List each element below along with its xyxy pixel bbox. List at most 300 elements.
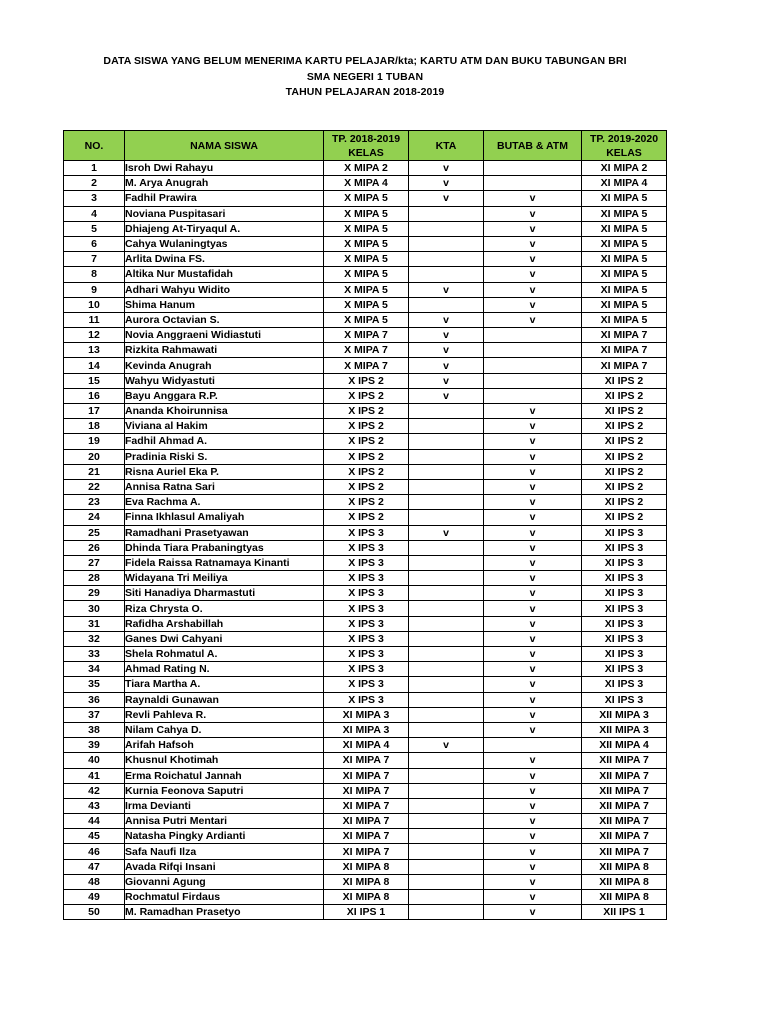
- cell-name: Revli Pahleva R.: [125, 707, 324, 722]
- cell-butab: v: [484, 191, 582, 206]
- cell-kta: [409, 540, 484, 555]
- cell-no: 15: [64, 373, 125, 388]
- cell-kta: [409, 722, 484, 737]
- cell-class-next: XII IPS 1: [582, 905, 667, 920]
- cell-class-prev: X MIPA 5: [324, 267, 409, 282]
- cell-class-prev: XI MIPA 4: [324, 738, 409, 753]
- cell-class-prev: X IPS 2: [324, 388, 409, 403]
- cell-class-prev: X IPS 2: [324, 510, 409, 525]
- cell-name: Natasha Pingky Ardianti: [125, 829, 324, 844]
- table-row: [64, 419, 667, 434]
- cell-name: Ganes Dwi Cahyani: [125, 631, 324, 646]
- cell-class-next: XI MIPA 7: [582, 358, 667, 373]
- cell-class-next: XI IPS 2: [582, 404, 667, 419]
- cell-class-next: XI MIPA 7: [582, 343, 667, 358]
- cell-kta: [409, 662, 484, 677]
- cell-class-next: XI IPS 2: [582, 495, 667, 510]
- cell-butab: [484, 328, 582, 343]
- table-row: [64, 631, 667, 646]
- cell-name: Fadhil Ahmad A.: [125, 434, 324, 449]
- table-row: [64, 328, 667, 343]
- cell-name: Viviana al Hakim: [125, 419, 324, 434]
- cell-class-prev: XI MIPA 7: [324, 783, 409, 798]
- header-class-prev-label: KELAS: [348, 146, 384, 159]
- cell-class-next: XI IPS 2: [582, 464, 667, 479]
- table-row: [64, 586, 667, 601]
- cell-butab: v: [484, 495, 582, 510]
- cell-butab: v: [484, 419, 582, 434]
- cell-kta: [409, 890, 484, 905]
- cell-class-prev: XI MIPA 8: [324, 874, 409, 889]
- cell-kta: [409, 601, 484, 616]
- table-row: [64, 525, 667, 540]
- cell-butab: v: [484, 221, 582, 236]
- cell-class-next: XII MIPA 8: [582, 890, 667, 905]
- cell-class-prev: XI MIPA 7: [324, 753, 409, 768]
- cell-butab: [484, 738, 582, 753]
- cell-kta: [409, 905, 484, 920]
- cell-class-next: XI IPS 3: [582, 616, 667, 631]
- cell-butab: [484, 161, 582, 176]
- cell-name: Khusnul Khotimah: [125, 753, 324, 768]
- cell-kta: [409, 844, 484, 859]
- cell-kta: [409, 677, 484, 692]
- cell-no: 1: [64, 161, 125, 176]
- cell-butab: v: [484, 571, 582, 586]
- table-row: [64, 601, 667, 616]
- cell-no: 41: [64, 768, 125, 783]
- cell-kta: [409, 555, 484, 570]
- cell-butab: v: [484, 783, 582, 798]
- cell-class-next: XII MIPA 7: [582, 783, 667, 798]
- cell-butab: v: [484, 905, 582, 920]
- cell-name: Finna Ikhlasul Amaliyah: [125, 510, 324, 525]
- cell-kta: [409, 252, 484, 267]
- cell-class-prev: X MIPA 7: [324, 358, 409, 373]
- cell-no: 2: [64, 176, 125, 191]
- cell-no: 28: [64, 571, 125, 586]
- header-class-next-label: KELAS: [606, 146, 642, 159]
- header-name: NAMA SISWA: [125, 131, 324, 161]
- cell-class-next: XI IPS 2: [582, 373, 667, 388]
- table-row: [64, 434, 667, 449]
- cell-kta: v: [409, 328, 484, 343]
- cell-class-next: XII MIPA 8: [582, 874, 667, 889]
- cell-class-prev: XI MIPA 7: [324, 844, 409, 859]
- table-row: [64, 236, 667, 251]
- cell-class-prev: X MIPA 5: [324, 206, 409, 221]
- cell-butab: v: [484, 540, 582, 555]
- cell-class-prev: XI MIPA 7: [324, 798, 409, 813]
- cell-butab: v: [484, 753, 582, 768]
- cell-class-next: XI MIPA 5: [582, 221, 667, 236]
- table-row: [64, 874, 667, 889]
- cell-no: 11: [64, 312, 125, 327]
- cell-class-next: XI MIPA 5: [582, 252, 667, 267]
- cell-class-prev: X IPS 2: [324, 449, 409, 464]
- table-row: [64, 252, 667, 267]
- cell-class-next: XI IPS 3: [582, 677, 667, 692]
- cell-name: Giovanni Agung: [125, 874, 324, 889]
- table-row: [64, 221, 667, 236]
- cell-name: Wahyu Widyastuti: [125, 373, 324, 388]
- cell-no: 45: [64, 829, 125, 844]
- cell-butab: v: [484, 844, 582, 859]
- cell-kta: [409, 479, 484, 494]
- cell-class-prev: X IPS 3: [324, 616, 409, 631]
- cell-kta: [409, 221, 484, 236]
- cell-class-prev: X IPS 3: [324, 631, 409, 646]
- cell-no: 21: [64, 464, 125, 479]
- cell-no: 46: [64, 844, 125, 859]
- cell-kta: v: [409, 358, 484, 373]
- cell-class-next: XI IPS 2: [582, 479, 667, 494]
- table-body: [64, 161, 667, 920]
- table-row: [64, 859, 667, 874]
- cell-kta: [409, 404, 484, 419]
- table-row: [64, 161, 667, 176]
- cell-class-next: XII MIPA 7: [582, 753, 667, 768]
- table-row: [64, 388, 667, 403]
- cell-class-prev: X MIPA 5: [324, 312, 409, 327]
- cell-name: Cahya Wulaningtyas: [125, 236, 324, 251]
- cell-no: 33: [64, 647, 125, 662]
- cell-kta: [409, 206, 484, 221]
- cell-no: 23: [64, 495, 125, 510]
- cell-kta: v: [409, 191, 484, 206]
- cell-kta: v: [409, 176, 484, 191]
- cell-class-next: XI MIPA 7: [582, 328, 667, 343]
- cell-kta: [409, 829, 484, 844]
- cell-class-prev: XI MIPA 3: [324, 707, 409, 722]
- cell-name: Adhari Wahyu Widito: [125, 282, 324, 297]
- cell-no: 22: [64, 479, 125, 494]
- cell-no: 49: [64, 890, 125, 905]
- cell-class-prev: X IPS 2: [324, 373, 409, 388]
- table-row: [64, 282, 667, 297]
- cell-butab: v: [484, 479, 582, 494]
- table-row: [64, 829, 667, 844]
- cell-class-prev: X IPS 2: [324, 419, 409, 434]
- student-table: [63, 130, 667, 920]
- cell-class-prev: X IPS 3: [324, 586, 409, 601]
- cell-kta: [409, 616, 484, 631]
- cell-no: 50: [64, 905, 125, 920]
- cell-name: Tiara Martha A.: [125, 677, 324, 692]
- cell-butab: v: [484, 814, 582, 829]
- cell-class-prev: X IPS 2: [324, 464, 409, 479]
- cell-name: Irma Devianti: [125, 798, 324, 813]
- cell-butab: [484, 343, 582, 358]
- cell-name: Riza Chrysta O.: [125, 601, 324, 616]
- cell-no: 30: [64, 601, 125, 616]
- cell-butab: v: [484, 692, 582, 707]
- cell-name: Altika Nur Mustafidah: [125, 267, 324, 282]
- cell-kta: v: [409, 738, 484, 753]
- table-row: [64, 449, 667, 464]
- cell-no: 47: [64, 859, 125, 874]
- cell-name: Raynaldi Gunawan: [125, 692, 324, 707]
- cell-kta: v: [409, 373, 484, 388]
- cell-no: 37: [64, 707, 125, 722]
- table-row: [64, 343, 667, 358]
- cell-kta: v: [409, 312, 484, 327]
- cell-butab: v: [484, 722, 582, 737]
- cell-class-next: XI IPS 2: [582, 419, 667, 434]
- cell-name: Risna Auriel Eka P.: [125, 464, 324, 479]
- cell-no: 27: [64, 555, 125, 570]
- table-row: [64, 662, 667, 677]
- cell-name: Pradinia Riski S.: [125, 449, 324, 464]
- table-header-row: [64, 131, 667, 161]
- cell-name: Bayu Anggara R.P.: [125, 388, 324, 403]
- cell-no: 36: [64, 692, 125, 707]
- table-row: [64, 464, 667, 479]
- table-row: [64, 814, 667, 829]
- cell-class-prev: XI MIPA 3: [324, 722, 409, 737]
- cell-class-next: XI IPS 3: [582, 692, 667, 707]
- cell-name: Aurora Octavian S.: [125, 312, 324, 327]
- document-title-block: [0, 54, 730, 101]
- cell-class-prev: X MIPA 5: [324, 297, 409, 312]
- cell-no: 44: [64, 814, 125, 829]
- table-row: [64, 890, 667, 905]
- cell-name: Widayana Tri Meiliya: [125, 571, 324, 586]
- cell-butab: v: [484, 631, 582, 646]
- table-row: [64, 722, 667, 737]
- cell-kta: v: [409, 161, 484, 176]
- cell-butab: v: [484, 707, 582, 722]
- cell-kta: [409, 571, 484, 586]
- cell-class-next: XI IPS 2: [582, 388, 667, 403]
- cell-class-prev: X MIPA 5: [324, 282, 409, 297]
- cell-name: Shima Hanum: [125, 297, 324, 312]
- cell-name: Fadhil Prawira: [125, 191, 324, 206]
- cell-no: 26: [64, 540, 125, 555]
- cell-name: Erma Roichatul Jannah: [125, 768, 324, 783]
- cell-kta: [409, 434, 484, 449]
- table-row: [64, 176, 667, 191]
- cell-butab: v: [484, 267, 582, 282]
- table-row: [64, 510, 667, 525]
- cell-name: Nilam Cahya D.: [125, 722, 324, 737]
- cell-butab: v: [484, 282, 582, 297]
- cell-class-next: XII MIPA 7: [582, 798, 667, 813]
- cell-no: 13: [64, 343, 125, 358]
- cell-class-next: XI MIPA 5: [582, 191, 667, 206]
- table-row: [64, 206, 667, 221]
- cell-class-prev: X MIPA 7: [324, 343, 409, 358]
- header-class-prev: [324, 131, 409, 161]
- cell-kta: [409, 510, 484, 525]
- cell-class-prev: XI MIPA 8: [324, 890, 409, 905]
- cell-no: 10: [64, 297, 125, 312]
- cell-name: Noviana Puspitasari: [125, 206, 324, 221]
- cell-no: 5: [64, 221, 125, 236]
- cell-butab: v: [484, 586, 582, 601]
- cell-butab: v: [484, 859, 582, 874]
- header-class-next-year: TP. 2019-2020: [589, 132, 659, 145]
- cell-kta: [409, 768, 484, 783]
- cell-class-next: XI MIPA 5: [582, 297, 667, 312]
- table-row: [64, 692, 667, 707]
- cell-name: Siti Hanadiya Dharmastuti: [125, 586, 324, 601]
- cell-class-next: XII MIPA 7: [582, 768, 667, 783]
- cell-class-next: XI IPS 2: [582, 449, 667, 464]
- cell-no: 39: [64, 738, 125, 753]
- cell-class-prev: XI MIPA 7: [324, 768, 409, 783]
- cell-name: Arlita Dwina FS.: [125, 252, 324, 267]
- cell-no: 19: [64, 434, 125, 449]
- cell-kta: [409, 647, 484, 662]
- table-row: [64, 677, 667, 692]
- title-line-3: TAHUN PELAJARAN 2018-2019: [285, 86, 445, 98]
- cell-class-prev: XI IPS 1: [324, 905, 409, 920]
- cell-name: Novia Anggraeni Widiastuti: [125, 328, 324, 343]
- cell-class-next: XI IPS 3: [582, 662, 667, 677]
- cell-class-prev: X IPS 3: [324, 525, 409, 540]
- cell-kta: [409, 297, 484, 312]
- table-row: [64, 798, 667, 813]
- table-row: [64, 312, 667, 327]
- cell-kta: [409, 692, 484, 707]
- cell-butab: v: [484, 768, 582, 783]
- cell-no: 3: [64, 191, 125, 206]
- cell-no: 38: [64, 722, 125, 737]
- header-no: NO.: [64, 131, 125, 161]
- cell-no: 43: [64, 798, 125, 813]
- cell-kta: [409, 495, 484, 510]
- table-row: [64, 540, 667, 555]
- cell-class-prev: X IPS 3: [324, 677, 409, 692]
- table-row: [64, 555, 667, 570]
- header-butab: BUTAB & ATM: [484, 131, 582, 161]
- cell-butab: v: [484, 616, 582, 631]
- cell-butab: v: [484, 510, 582, 525]
- cell-name: Dhiajeng At-Tiryaqul A.: [125, 221, 324, 236]
- table-row: [64, 783, 667, 798]
- cell-no: 31: [64, 616, 125, 631]
- cell-class-prev: X IPS 3: [324, 540, 409, 555]
- cell-butab: [484, 176, 582, 191]
- cell-kta: [409, 814, 484, 829]
- cell-class-next: XI IPS 3: [582, 540, 667, 555]
- cell-name: Rochmatul Firdaus: [125, 890, 324, 905]
- cell-butab: v: [484, 236, 582, 251]
- table-row: [64, 844, 667, 859]
- cell-name: Annisa Ratna Sari: [125, 479, 324, 494]
- title-line-2: SMA NEGERI 1 TUBAN: [306, 70, 424, 83]
- cell-no: 14: [64, 358, 125, 373]
- cell-class-next: XI MIPA 5: [582, 282, 667, 297]
- cell-class-next: XII MIPA 3: [582, 707, 667, 722]
- table-row: [64, 479, 667, 494]
- cell-class-prev: X IPS 3: [324, 647, 409, 662]
- cell-no: 7: [64, 252, 125, 267]
- cell-name: Avada Rifqi Insani: [125, 859, 324, 874]
- cell-no: 6: [64, 236, 125, 251]
- cell-butab: v: [484, 829, 582, 844]
- cell-butab: v: [484, 798, 582, 813]
- cell-butab: v: [484, 677, 582, 692]
- cell-no: 29: [64, 586, 125, 601]
- cell-name: Arifah Hafsoh: [125, 738, 324, 753]
- cell-class-next: XI MIPA 5: [582, 312, 667, 327]
- cell-butab: v: [484, 601, 582, 616]
- cell-kta: [409, 236, 484, 251]
- cell-class-prev: X IPS 2: [324, 495, 409, 510]
- cell-name: M. Ramadhan Prasetyo: [125, 905, 324, 920]
- cell-kta: [409, 707, 484, 722]
- table-row: [64, 768, 667, 783]
- cell-class-next: XI MIPA 5: [582, 236, 667, 251]
- cell-no: 8: [64, 267, 125, 282]
- header-kta: KTA: [409, 131, 484, 161]
- cell-kta: [409, 464, 484, 479]
- table-row: [64, 616, 667, 631]
- cell-class-prev: X IPS 3: [324, 601, 409, 616]
- cell-no: 48: [64, 874, 125, 889]
- table-row: [64, 358, 667, 373]
- cell-class-next: XII MIPA 7: [582, 844, 667, 859]
- cell-class-next: XI IPS 3: [582, 601, 667, 616]
- cell-name: Dhinda Tiara Prabaningtyas: [125, 540, 324, 555]
- cell-butab: v: [484, 206, 582, 221]
- table-row: [64, 191, 667, 206]
- cell-class-next: XI IPS 3: [582, 586, 667, 601]
- cell-class-prev: X MIPA 4: [324, 176, 409, 191]
- cell-class-prev: X IPS 3: [324, 555, 409, 570]
- table-row: [64, 905, 667, 920]
- cell-kta: [409, 859, 484, 874]
- cell-class-prev: X MIPA 5: [324, 236, 409, 251]
- cell-class-next: XII MIPA 4: [582, 738, 667, 753]
- cell-butab: [484, 388, 582, 403]
- cell-no: 18: [64, 419, 125, 434]
- cell-class-prev: XI MIPA 7: [324, 814, 409, 829]
- cell-class-prev: X MIPA 5: [324, 252, 409, 267]
- cell-kta: [409, 419, 484, 434]
- table-row: [64, 707, 667, 722]
- cell-class-prev: X IPS 3: [324, 662, 409, 677]
- cell-no: 42: [64, 783, 125, 798]
- cell-name: Fidela Raissa Ratnamaya Kinanti: [125, 555, 324, 570]
- cell-kta: [409, 874, 484, 889]
- cell-class-next: XI IPS 2: [582, 434, 667, 449]
- cell-class-next: XI MIPA 2: [582, 161, 667, 176]
- cell-butab: v: [484, 662, 582, 677]
- cell-kta: [409, 798, 484, 813]
- cell-name: Eva Rachma A.: [125, 495, 324, 510]
- cell-butab: v: [484, 890, 582, 905]
- cell-kta: v: [409, 282, 484, 297]
- cell-kta: [409, 449, 484, 464]
- cell-no: 20: [64, 449, 125, 464]
- cell-butab: v: [484, 434, 582, 449]
- cell-class-next: XI IPS 3: [582, 647, 667, 662]
- cell-butab: v: [484, 464, 582, 479]
- cell-butab: [484, 373, 582, 388]
- cell-class-prev: X IPS 2: [324, 404, 409, 419]
- cell-class-next: XII MIPA 7: [582, 814, 667, 829]
- cell-class-next: XI MIPA 5: [582, 206, 667, 221]
- cell-class-prev: X MIPA 5: [324, 221, 409, 236]
- cell-class-next: XI IPS 3: [582, 555, 667, 570]
- cell-kta: [409, 631, 484, 646]
- cell-name: Rafidha Arshabillah: [125, 616, 324, 631]
- table-row: [64, 495, 667, 510]
- cell-no: 40: [64, 753, 125, 768]
